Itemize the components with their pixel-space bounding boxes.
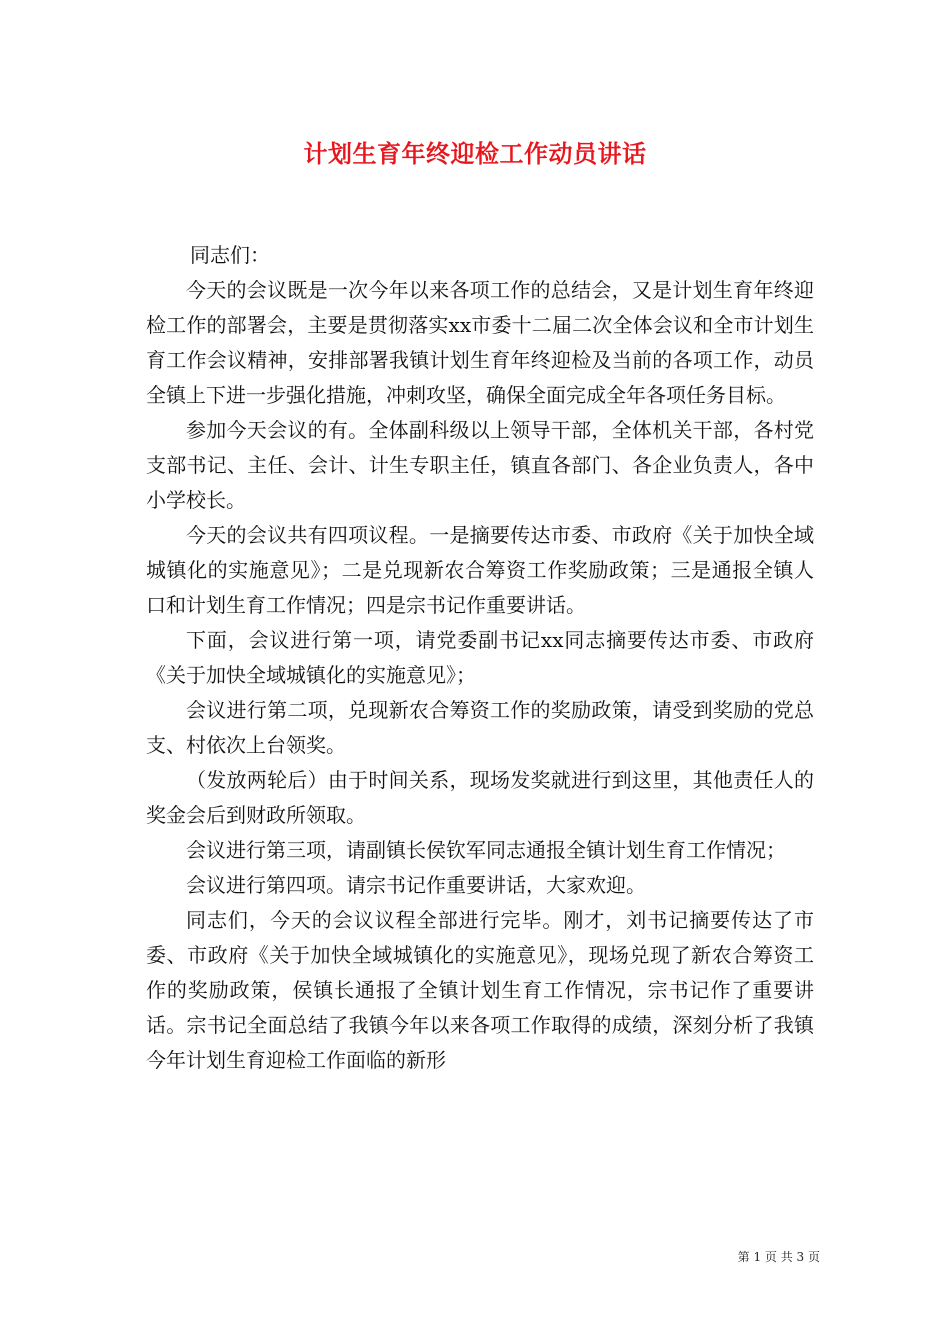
paragraph: 今天的会议共有四项议程。一是摘要传达市委、市政府《关于加快全域城镇化的实施意见》；二是兑现新农合筹资工作奖励政策；三是通报全镇人口和计划生育工作情况；四是宗书记作重要讲话。	[146, 523, 814, 617]
paragraph-greeting: 同志们：	[190, 243, 270, 267]
paragraph: 今天的会议既是一次今年以来各项工作的总结会，又是计划生育年终迎检工作的部署会，主要是贯彻落实xx市委十二届二次全体会议和全市计划生育工作会议精神，安排部署我镇计划生育年终迎检及当前的各项工作，动员全镇上下进一步强化措施，冲刺攻坚，确保全面完成全年各项任务目标。	[146, 278, 814, 407]
document-body	[146, 238, 814, 1078]
paragraph: 会议进行第三项，请副镇长侯钦军同志通报全镇计划生育工作情况；	[186, 838, 786, 862]
paragraph: 下面，会议进行第一项，请党委副书记xx同志摘要传达市委、市政府《关于加快全域城镇化的实施意见》；	[146, 628, 814, 687]
document-title: 计划生育年终迎检工作动员讲话	[303, 139, 647, 168]
paragraph: 会议进行第二项，兑现新农合筹资工作的奖励政策，请受到奖励的党总支、村依次上台领奖。	[146, 698, 814, 757]
paragraph: 参加今天会议的有。全体副科级以上领导干部，全体机关干部，各村党支部书记、主任、会计、计生专职主任，镇直各部门、各企业负责人，各中小学校长。	[146, 418, 814, 512]
paragraph: 会议进行第四项。请宗书记作重要讲话，大家欢迎。	[186, 873, 646, 897]
paragraph: 同志们，今天的会议议程全部进行完毕。刚才，刘书记摘要传达了市委、市政府《关于加快全域城镇化的实施意见》，现场兑现了新农合筹资工作的奖励政策，侯镇长通报了全镇计划生育工作情况，宗书记作了重要讲话。宗书记全面总结了我镇今年以来各项工作取得的成绩，深刻分析了我镇今年计划生育迎检工作面临的新形	[146, 908, 814, 1072]
paragraph: （发放两轮后）由于时间关系，现场发奖就进行到这里，其他责任人的奖金会后到财政所领取。	[146, 768, 814, 827]
page-number: 第 1 页 共 3 页	[737, 1250, 820, 1264]
